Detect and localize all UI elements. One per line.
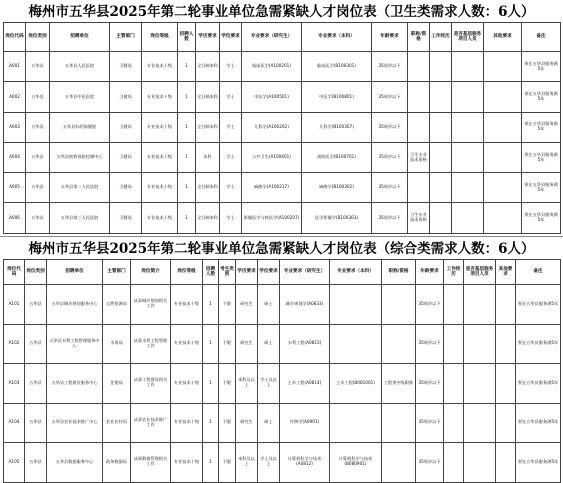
- table-cell: [484, 173, 522, 203]
- table-cell: 从事农业技术推广工作: [131, 403, 171, 443]
- table-cell: 须在五华县服务满5年: [522, 173, 561, 203]
- column-header: 其他要求: [496, 260, 516, 285]
- table-cell: 五华县: [26, 142, 50, 172]
- table-cell: 医学影像学(B100303): [302, 203, 372, 233]
- table-cell: 全日制本科: [196, 82, 220, 112]
- table-cell: [452, 82, 484, 112]
- table-cell: 不限: [219, 364, 236, 404]
- table-cell: 卫健局: [110, 203, 142, 233]
- table-cell: 公共卫生(A100401): [242, 142, 302, 172]
- table-cell: [464, 324, 496, 364]
- column-header: 是否基层服务项目人员: [452, 23, 484, 52]
- table-cell: 1: [178, 52, 196, 82]
- table-cell: 学士及以上: [258, 364, 280, 404]
- table-cell: 五华县: [26, 82, 50, 112]
- table-cell: 1: [178, 203, 196, 233]
- table-cell: 35周岁以下: [372, 203, 408, 233]
- table-cell: 城乡规划学(A0833): [280, 285, 330, 325]
- table-cell: 35周岁以下: [372, 112, 408, 142]
- table-cell: A004: [4, 142, 26, 172]
- table-cell: [496, 285, 516, 325]
- table-cell: 卫健局: [110, 52, 142, 82]
- general-jobs-sheet: [0, 239, 563, 483]
- column-header: 学历要求: [236, 260, 258, 285]
- table-cell: 麻醉学(B100302): [302, 173, 372, 203]
- table-cell: 1: [178, 142, 196, 172]
- table-cell: 五华县第三人民医院: [50, 203, 110, 233]
- table-cell: 35周岁以下: [416, 443, 444, 483]
- column-header: 职称/资格: [408, 23, 430, 52]
- table-cell: A001: [4, 52, 26, 82]
- table-cell: 卫生专业技术资格: [408, 142, 430, 172]
- column-header: 招聘人数: [178, 23, 196, 52]
- table-cell: 全日制本科: [196, 173, 220, 203]
- column-header: 主管部门: [103, 260, 131, 285]
- table-cell: 不限: [219, 443, 236, 483]
- table-cell: 须在五华县服务满5年: [516, 324, 561, 364]
- table-cell: [330, 324, 382, 364]
- table-cell: 五华县: [25, 324, 47, 364]
- column-header: 招聘单位: [47, 260, 103, 285]
- column-header: 是否基层服务项目人员: [464, 260, 496, 285]
- table-cell: A102: [4, 324, 25, 364]
- table-cell: [452, 203, 484, 233]
- table-cell: 35周岁以下: [372, 173, 408, 203]
- table-cell: A103: [4, 364, 25, 404]
- table-cell: 预防医学(B100701): [302, 142, 372, 172]
- table-cell: 学士: [220, 112, 242, 142]
- table-cell: [496, 324, 516, 364]
- table-row: [4, 203, 561, 233]
- table-cell: 须在五华县服务满5年: [522, 142, 561, 172]
- table-cell: 35周岁以下: [372, 82, 408, 112]
- table-cell: 从事工程建设相关工作: [131, 364, 171, 404]
- table-cell: [408, 112, 430, 142]
- table-cell: 35周岁以下: [372, 142, 408, 172]
- table-cell: 全日制本科: [196, 112, 220, 142]
- table-cell: A005: [4, 173, 26, 203]
- table-cell: 五华县: [26, 52, 50, 82]
- table-header-row: [4, 23, 561, 52]
- table-cell: 1: [203, 364, 219, 404]
- table-row: [4, 364, 561, 404]
- table-cell: 五华县第二人民医院: [50, 173, 110, 203]
- table-cell: A105: [4, 443, 25, 483]
- health-jobs-table: [3, 22, 561, 234]
- table-cell: [464, 443, 496, 483]
- table-cell: [430, 52, 452, 82]
- table-row: [4, 324, 561, 364]
- table-cell: 本科: [196, 142, 220, 172]
- table-cell: 35周岁以下: [416, 324, 444, 364]
- table-cell: 五华县疾病预防控制中心: [50, 142, 110, 172]
- table-cell: 专业技术十级: [142, 142, 178, 172]
- column-header: 岗位类别: [26, 23, 50, 52]
- table-row: [4, 82, 561, 112]
- table-cell: [444, 443, 464, 483]
- table-cell: 须在五华县服务满5年: [522, 112, 561, 142]
- table-cell: [464, 403, 496, 443]
- column-header: 招聘单位: [50, 23, 110, 52]
- table-cell: 影像医学与核医学(A100207): [242, 203, 302, 233]
- table-cell: 专业技术十级: [171, 364, 203, 404]
- column-header: 年龄要求: [416, 260, 444, 285]
- column-header: 学位要求: [258, 260, 280, 285]
- table-cell: [382, 403, 416, 443]
- table-cell: 全日制本科: [196, 203, 220, 233]
- table-cell: 研究生: [236, 324, 258, 364]
- table-cell: [430, 142, 452, 172]
- table-cell: [452, 173, 484, 203]
- table-cell: 卫健局: [110, 112, 142, 142]
- table-cell: [444, 324, 464, 364]
- table-cell: 计算机科学与技术(A0812): [280, 443, 330, 483]
- table-cell: [444, 364, 464, 404]
- sheet-divider: [0, 236, 563, 237]
- table-row: [4, 52, 561, 82]
- health-table-title: 梅州市五华县2025年第二轮事业单位急需紧缺人才岗位表（卫生类需求人数：6人）: [28, 4, 535, 20]
- table-cell: [464, 364, 496, 404]
- table-cell: 五华县人民医院: [50, 52, 110, 82]
- health-jobs-sheet: [0, 2, 563, 234]
- column-header: 其他要求: [484, 23, 522, 52]
- table-cell: 35周岁以下: [416, 285, 444, 325]
- table-cell: 须在五华县服务满5年: [516, 403, 561, 443]
- table-cell: 硕士: [258, 403, 280, 443]
- table-cell: 五华县: [25, 285, 47, 325]
- table-cell: 计算机科学与技术(B080901): [330, 443, 382, 483]
- table-cell: [464, 285, 496, 325]
- column-header: 招聘人数: [203, 260, 219, 285]
- table-cell: [452, 142, 484, 172]
- table-cell: 学士: [220, 203, 242, 233]
- table-cell: 须在五华县服务满5年: [516, 364, 561, 404]
- table-cell: 专业技术十级: [142, 173, 178, 203]
- column-header: 专业要求（本科）: [330, 260, 382, 285]
- table-cell: 35周岁以下: [416, 364, 444, 404]
- table-cell: [430, 82, 452, 112]
- column-header: 工作经历: [444, 260, 464, 285]
- table-cell: 五华县中医医院: [50, 82, 110, 112]
- table-cell: 卫健局: [110, 82, 142, 112]
- table-cell: [484, 82, 522, 112]
- table-cell: 五华县: [25, 443, 47, 483]
- table-row: [4, 112, 561, 142]
- table-cell: 1: [203, 324, 219, 364]
- column-header: 年龄要求: [372, 23, 408, 52]
- table-cell: 1: [203, 443, 219, 483]
- table-cell: 35周岁以下: [372, 52, 408, 82]
- table-cell: 不限: [219, 403, 236, 443]
- table-cell: 麻醉学(A100217): [242, 173, 302, 203]
- table-cell: [444, 285, 464, 325]
- table-cell: 五华县城乡规划服务中心: [47, 285, 103, 325]
- table-cell: 住建局: [103, 364, 131, 404]
- table-cell: [330, 403, 382, 443]
- column-header: 备注: [522, 23, 561, 52]
- table-cell: 须在五华县服务满5年: [522, 203, 561, 233]
- table-cell: 工程类中级职称: [382, 364, 416, 404]
- table-cell: 须在五华县服务满5年: [516, 443, 561, 483]
- column-header: 备注: [516, 260, 561, 285]
- table-cell: 从事水利工程管理工作: [131, 324, 171, 364]
- table-cell: 学士: [220, 173, 242, 203]
- table-cell: A003: [4, 112, 26, 142]
- table-cell: 农业农村局: [103, 403, 131, 443]
- table-cell: 五华县: [25, 364, 47, 404]
- table-cell: [484, 52, 522, 82]
- table-cell: [408, 52, 430, 82]
- table-cell: 不限: [219, 285, 236, 325]
- column-header: 考生类别: [219, 260, 236, 285]
- column-header: 岗位简介: [131, 260, 171, 285]
- table-cell: 土木工程(B081001): [330, 364, 382, 404]
- table-cell: 五华县水利工程管理服务中心: [47, 324, 103, 364]
- column-header: 岗位代码: [4, 23, 26, 52]
- column-header: 学历要求: [196, 23, 220, 52]
- table-cell: [382, 443, 416, 483]
- column-header: 岗位类别: [25, 260, 47, 285]
- table-cell: 专业技术十级: [142, 82, 178, 112]
- table-cell: 1: [178, 173, 196, 203]
- table-cell: 自然资源局: [103, 285, 131, 325]
- column-header: 专业要求（本科）: [302, 23, 372, 52]
- table-cell: 35周岁以下: [416, 403, 444, 443]
- table-cell: 专业技术十级: [171, 443, 203, 483]
- table-cell: 卫健局: [110, 142, 142, 172]
- table-cell: 学士: [220, 142, 242, 172]
- column-header: 专业要求（研究生）: [280, 260, 330, 285]
- table-cell: [382, 285, 416, 325]
- table-cell: [382, 324, 416, 364]
- column-header: 岗位等级: [171, 260, 203, 285]
- table-cell: [408, 82, 430, 112]
- column-header: 主管部门: [110, 23, 142, 52]
- table-cell: 专业技术十级: [171, 324, 203, 364]
- table-cell: 须在五华县服务满5年: [516, 285, 561, 325]
- table-cell: 水利工程(A0815): [280, 324, 330, 364]
- table-cell: 1: [203, 403, 219, 443]
- table-cell: [444, 403, 464, 443]
- table-cell: 1: [178, 112, 196, 142]
- table-cell: 专业技术十级: [142, 203, 178, 233]
- table-row: [4, 173, 561, 203]
- table-cell: 本科及以上: [236, 443, 258, 483]
- table-cell: 水务局: [103, 324, 131, 364]
- table-cell: 五华县: [26, 173, 50, 203]
- table-cell: A101: [4, 285, 25, 325]
- table-cell: 专业技术十级: [142, 52, 178, 82]
- column-header: 学位要求: [220, 23, 242, 52]
- table-cell: 临床医学(A100201): [242, 52, 302, 82]
- table-cell: 儿科学(B100307): [302, 112, 372, 142]
- table-cell: 卫生专业技术资格: [408, 203, 430, 233]
- table-cell: [408, 173, 430, 203]
- table-cell: [430, 112, 452, 142]
- table-cell: 1: [178, 82, 196, 112]
- table-cell: [452, 52, 484, 82]
- table-cell: 硕士: [258, 324, 280, 364]
- general-jobs-table: [3, 259, 561, 483]
- column-header: 职称/资格: [382, 260, 416, 285]
- table-cell: 作物学(A0901): [280, 403, 330, 443]
- column-header: 专业要求（研究生）: [242, 23, 302, 52]
- table-cell: [484, 112, 522, 142]
- table-cell: 五华县: [26, 112, 50, 142]
- table-cell: A006: [4, 203, 26, 233]
- table-cell: 五华县数据服务中心: [47, 443, 103, 483]
- column-header: 岗位代码: [4, 260, 25, 285]
- table-cell: 政务数据局: [103, 443, 131, 483]
- table-cell: [452, 112, 484, 142]
- table-cell: 硕士: [258, 285, 280, 325]
- table-cell: 中医学(A100501): [242, 82, 302, 112]
- table-row: [4, 403, 561, 443]
- column-header: 工作经历: [430, 23, 452, 52]
- table-row: [4, 285, 561, 325]
- table-cell: 中医学(B100801): [302, 82, 372, 112]
- table-cell: 全日制本科: [196, 52, 220, 82]
- table-header-row: [4, 260, 561, 285]
- table-cell: [484, 203, 522, 233]
- table-cell: 专业技术十级: [171, 403, 203, 443]
- table-cell: 须在五华县服务满5年: [522, 82, 561, 112]
- table-cell: 五华县妇幼保健院: [50, 112, 110, 142]
- table-cell: 1: [203, 285, 219, 325]
- general-table-title: 梅州市五华县2025年第二轮事业单位急需紧缺人才岗位表（综合类需求人数：6人）: [28, 241, 535, 257]
- table-cell: 研究生: [236, 285, 258, 325]
- table-cell: 专业技术十级: [171, 285, 203, 325]
- table-cell: 须在五华县服务满5年: [522, 52, 561, 82]
- table-cell: A002: [4, 82, 26, 112]
- table-cell: 五华县: [25, 403, 47, 443]
- table-cell: 本科及以上: [236, 364, 258, 404]
- table-cell: [330, 285, 382, 325]
- column-header: 岗位等级: [142, 23, 178, 52]
- table-cell: [430, 203, 452, 233]
- table-cell: 专业技术十级: [142, 112, 178, 142]
- table-cell: 从事城乡规划相关工作: [131, 285, 171, 325]
- table-cell: 学士及以上: [258, 443, 280, 483]
- table-cell: 不限: [219, 324, 236, 364]
- table-cell: 土木工程(A0814): [280, 364, 330, 404]
- table-cell: 卫健局: [110, 173, 142, 203]
- table-cell: [430, 173, 452, 203]
- table-cell: 五华县工程建设服务中心: [47, 364, 103, 404]
- table-cell: [484, 142, 522, 172]
- table-cell: [496, 443, 516, 483]
- table-cell: 五华县: [26, 203, 50, 233]
- table-cell: 临床医学(B100301): [302, 52, 372, 82]
- table-cell: 儿科学(A100202): [242, 112, 302, 142]
- table-row: [4, 142, 561, 172]
- table-cell: 学士: [220, 82, 242, 112]
- table-cell: 学士: [220, 52, 242, 82]
- table-cell: 从事数据管理相关工作: [131, 443, 171, 483]
- table-row: [4, 443, 561, 483]
- table-cell: 五华县农业技术推广中心: [47, 403, 103, 443]
- table-cell: 研究生: [236, 403, 258, 443]
- table-cell: [496, 364, 516, 404]
- table-cell: A104: [4, 403, 25, 443]
- table-cell: [496, 403, 516, 443]
